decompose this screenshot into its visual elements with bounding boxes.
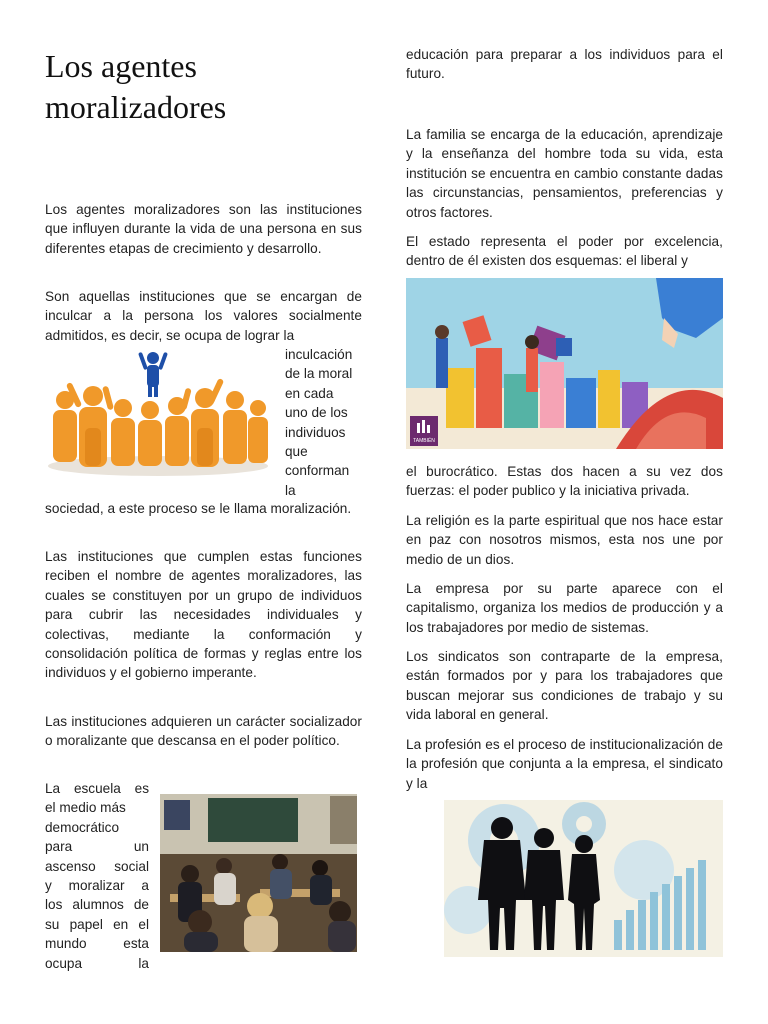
page-title [45,46,375,128]
paragraph-moralizacion: sociedad, a este proceso se le llama moralización. [45,501,352,516]
title-line-2: moralizadores [45,89,227,125]
side-text-inculcacion: inculcación de la moral en cada uno de los individuos que conforman la [285,347,353,498]
paragraph-intro: Los agentes moralizadores son las instituciones que influyen durante la vida de una persona en sus diferentes etapas de crecimiento y desarrollo. [45,202,362,256]
paragraph-educacion: educación para preparar a los individuos para el futuro. [406,47,723,82]
business-silhouettes-image [444,800,723,957]
paragraph-burocratico: el burocrático. Estas dos hacen a su vez dos fuerzas: el poder publico y la iniciativa privada. [406,464,723,499]
orange-people-image [45,348,271,476]
paragraph-familia: La familia se encarga de la educación, aprendizaje y la enseñanza del hombre toda su vida, esta institución se encuentra en cambio constante dadas las circunstancias, pensamientos, preferencias y otros factores. [406,127,723,220]
paragraph-empresa: La empresa por su parte aparece con el capitalismo, organiza los medios de producción y a los trabajadores por medio de sistemas. [406,581,723,635]
paragraph-instituciones-top: Son aquellas instituciones que se encargan de inculcar a la persona los valores socialmente admitidos, es decir, se ocupa de lograr la [45,289,362,343]
city-hands-illustration [406,278,723,449]
paragraph-sindicatos: Los sindicatos son contraparte de la empresa, están formados por y para los trabajadores que buscan mejorar sus condiciones de trabajo y su vida laboral en general. [406,649,723,723]
paragraph-caracter: Las instituciones adquieren un carácter socializador o moralizante que descansa en el poder político. [45,714,362,749]
title-line-1: Los agentes [45,48,197,84]
paragraph-agentes: Las instituciones que cumplen estas funciones reciben el nombre de agentes moralizadores, las cuales se constituyen por un grupo de individuos para cubrir las necesidades individuales y colectivas, mediante la conformación y consolidación política de formas y reglas entre los individuos y el gobierno imperante. [45,549,362,681]
paragraph-profesion: La profesión es el proceso de institucionalización de la profesión que conjunta a la empresa, el sindicato y la [406,737,724,791]
side-text-escuela: La escuela es el medio más democrático para un ascenso social y moralizar a los alumnos de su papel en el mundo esta ocupa la [45,781,149,971]
paragraph-estado: El estado representa el poder por excelencia, dentro de él existen dos esquemas: el liberal y [406,234,723,269]
classroom-photo [160,794,357,952]
paragraph-religion: La religión es la parte espiritual que nos hace estar en paz con nosotros mismos, esta nos une por medio de un dios. [406,513,723,567]
badge-label: TAMBIÉN [413,438,435,444]
